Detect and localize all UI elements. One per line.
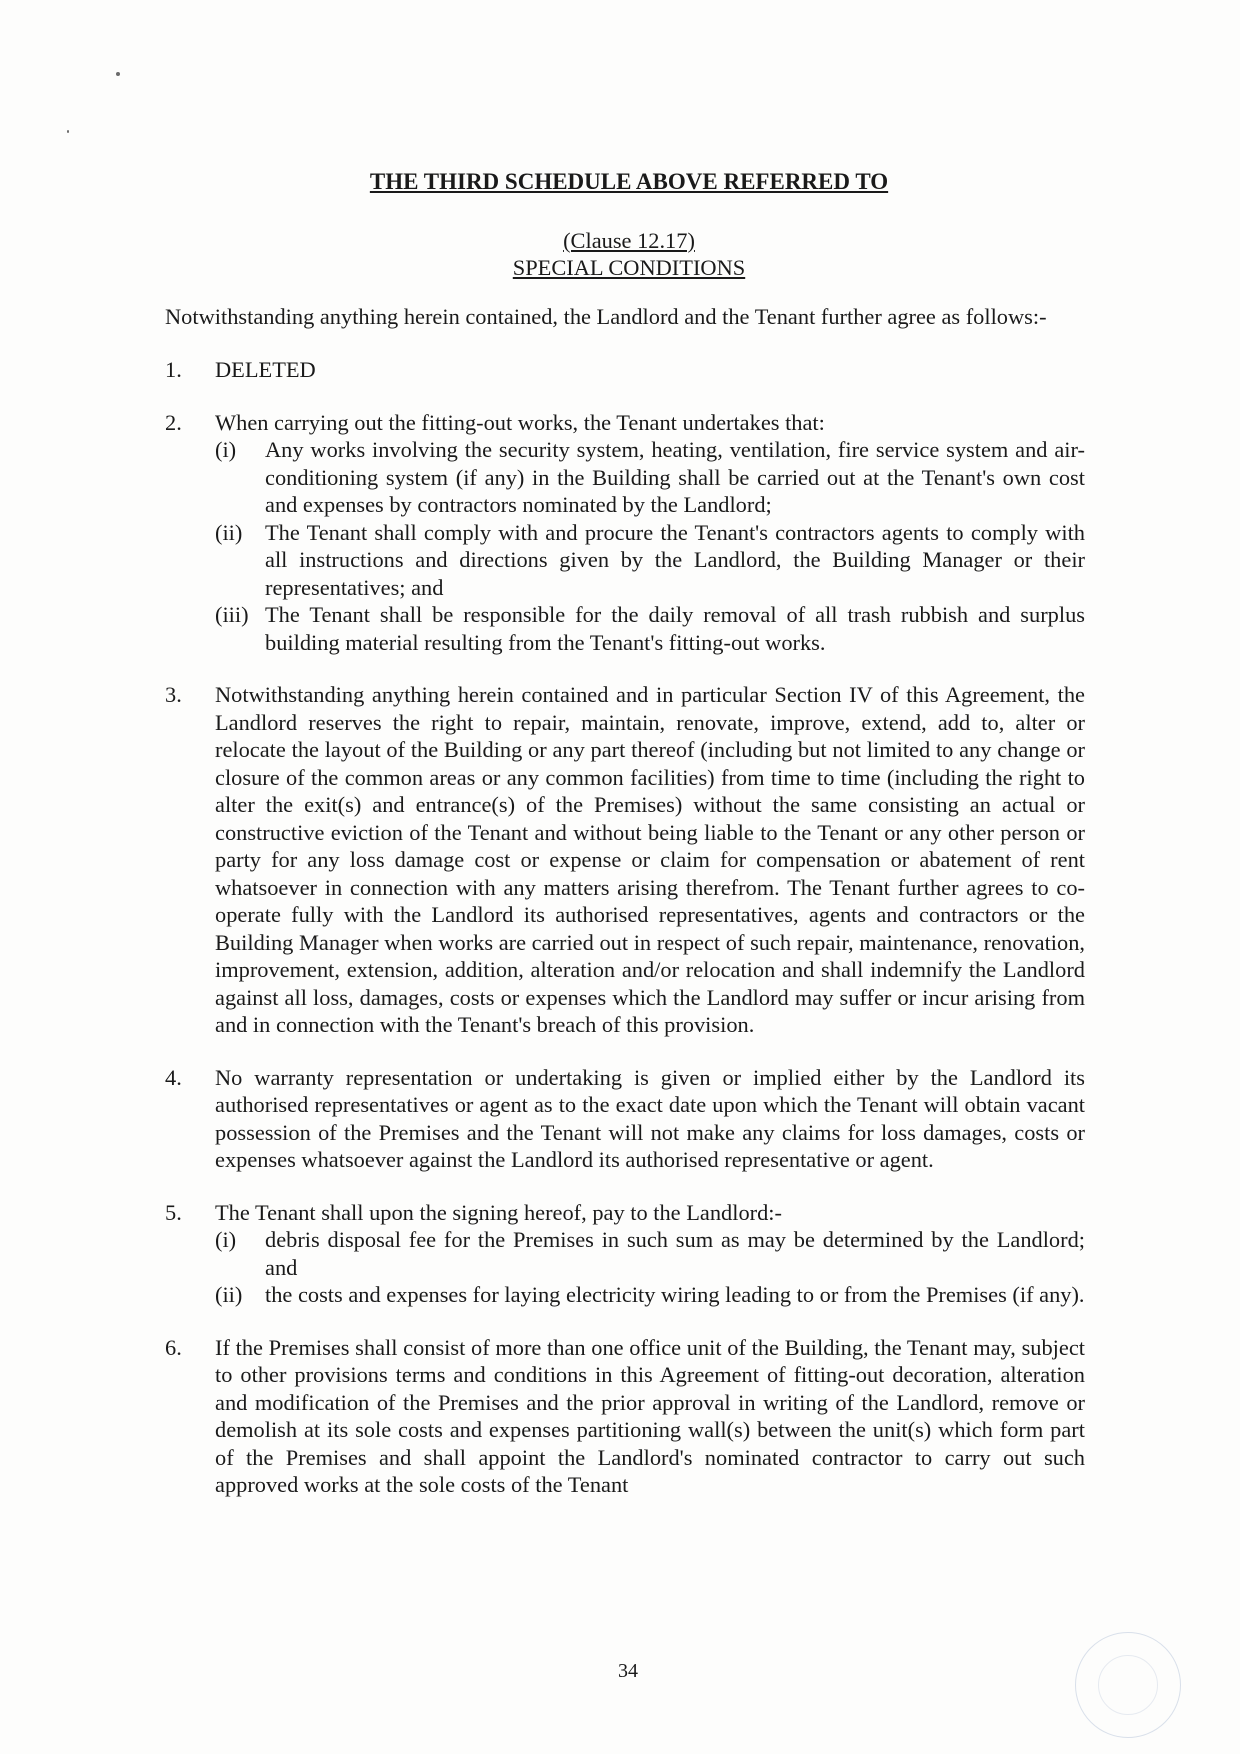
clause-text: If the Premises shall consist of more than one office unit of the Building, the Tenant may, subject to other provisions terms and conditions in this Agreement of fitting-out decoration, alteration and modification of the Premises and the prior approval in writing of the Landlord, remove or demolish at its sole costs and expenses partitioning wall(s) between the unit(s) which form part of the Premises and shall appoint the Landlord's nominated contractor to carry out such approved works at the sole costs of the Tenant [215, 1334, 1085, 1497]
sub-item [215, 1226, 1085, 1281]
scan-speck [67, 130, 69, 133]
section-heading: SPECIAL CONDITIONS [512, 255, 746, 280]
sub-item [215, 601, 1085, 656]
clause-3 [165, 681, 1085, 1039]
document-body [165, 168, 1085, 1524]
clause-text: When carrying out the fitting-out works, the Tenant undertakes that: [215, 409, 825, 435]
clause-number: 2. [165, 409, 182, 435]
page-number: 34 [618, 1660, 638, 1682]
scan-speck [116, 72, 120, 76]
clause-1 [165, 356, 1085, 384]
clause-4 [165, 1064, 1085, 1174]
clause-number: 6. [165, 1334, 182, 1360]
sub-item-number: (i) [215, 437, 237, 462]
schedule-title: THE THIRD SCHEDULE ABOVE REFERRED TO [369, 169, 889, 194]
clause-text: Notwithstanding anything herein contained and in particular Section IV of this Agreement, the Landlord reserves the right to repair, maintain, renovate, improve, extend, add to, alter or relocate the layout of the Building or any part thereof (including but not limited to any change or closure of the common areas or any common facilities) from time to time (including the right to alter the exit(s) and entrance(s) of the Premises) without the same consisting an actual or constructive eviction of the Tenant and without being liable to the Tenant or any other person or party for any loss damage cost or expense or claim for compensation or abatement of rent whatsoever in connection with any matters arising therefrom. The Tenant further agrees to co-operate fully with the Landlord its authorised representatives, agents and contractors or the Building Manager when works are carried out in respect of such repair, maintenance, renovation, improvement, extension, addition, alteration and/or relocation and shall indemnify the Landlord against all loss, damages, costs or expenses which the Landlord may suffer or incur arising from and in connection with the Tenant's breach of this provision. [215, 682, 1085, 1037]
sub-item-text: debris disposal fee for the Premises in such sum as may be determined by the Landlord; and [265, 1227, 1085, 1280]
clause-2 [165, 409, 1085, 657]
sub-item-list [215, 436, 1085, 656]
sub-item-number: (i) [215, 1227, 237, 1252]
sub-item-number: (iii) [215, 602, 249, 627]
clause-number: 5. [165, 1199, 182, 1225]
sub-item-list [215, 1226, 1085, 1309]
clause-6 [165, 1334, 1085, 1499]
faint-seal-inner-ring [1098, 1655, 1158, 1715]
sub-item-number: (ii) [215, 519, 243, 545]
clause-text: DELETED [215, 357, 316, 382]
intro-paragraph: Notwithstanding anything herein contained, the Landlord and the Tenant further agree as follows:- [165, 303, 1047, 329]
sub-item-text: The Tenant shall be responsible for the daily removal of all trash rubbish and surplus building material resulting from the Tenant's fitting-out works. [265, 602, 1085, 655]
clause-reference: (Clause 12.17) [563, 227, 695, 253]
sub-item-text: the costs and expenses for laying electricity wiring leading to or from the Premises (if any). [265, 1282, 1085, 1307]
clause-number: 1. [165, 357, 182, 382]
sub-item [215, 1281, 1085, 1309]
sub-item-number: (ii) [215, 1282, 243, 1307]
clause-number: 4. [165, 1064, 182, 1090]
sub-item [215, 436, 1085, 519]
clause-number: 3. [165, 682, 182, 707]
sub-item-text: The Tenant shall comply with and procure the Tenant's contractors agents to comply with all instructions and directions given by the Landlord, the Building Manager or their representatives; and [265, 519, 1085, 600]
sub-item [215, 519, 1085, 602]
clause-text: No warranty representation or undertaking is given or implied either by the Landlord its authorised representatives or agent as to the exact date upon which the Tenant will obtain vacant possession of the Premises and the Tenant will not make any claims for loss damages, costs or expenses whatsoever against the Landlord its authorised representative or agent. [215, 1064, 1085, 1172]
clause-text: The Tenant shall upon the signing hereof, pay to the Landlord:- [215, 1199, 782, 1225]
clause-5 [165, 1199, 1085, 1309]
sub-item-text: Any works involving the security system, heating, ventilation, fire service system and air-conditioning system (if any) in the Building shall be carried out at the Tenant's own cost and expenses by contractors nominated by the Landlord; [265, 437, 1085, 517]
faint-seal-stamp [1075, 1632, 1181, 1738]
